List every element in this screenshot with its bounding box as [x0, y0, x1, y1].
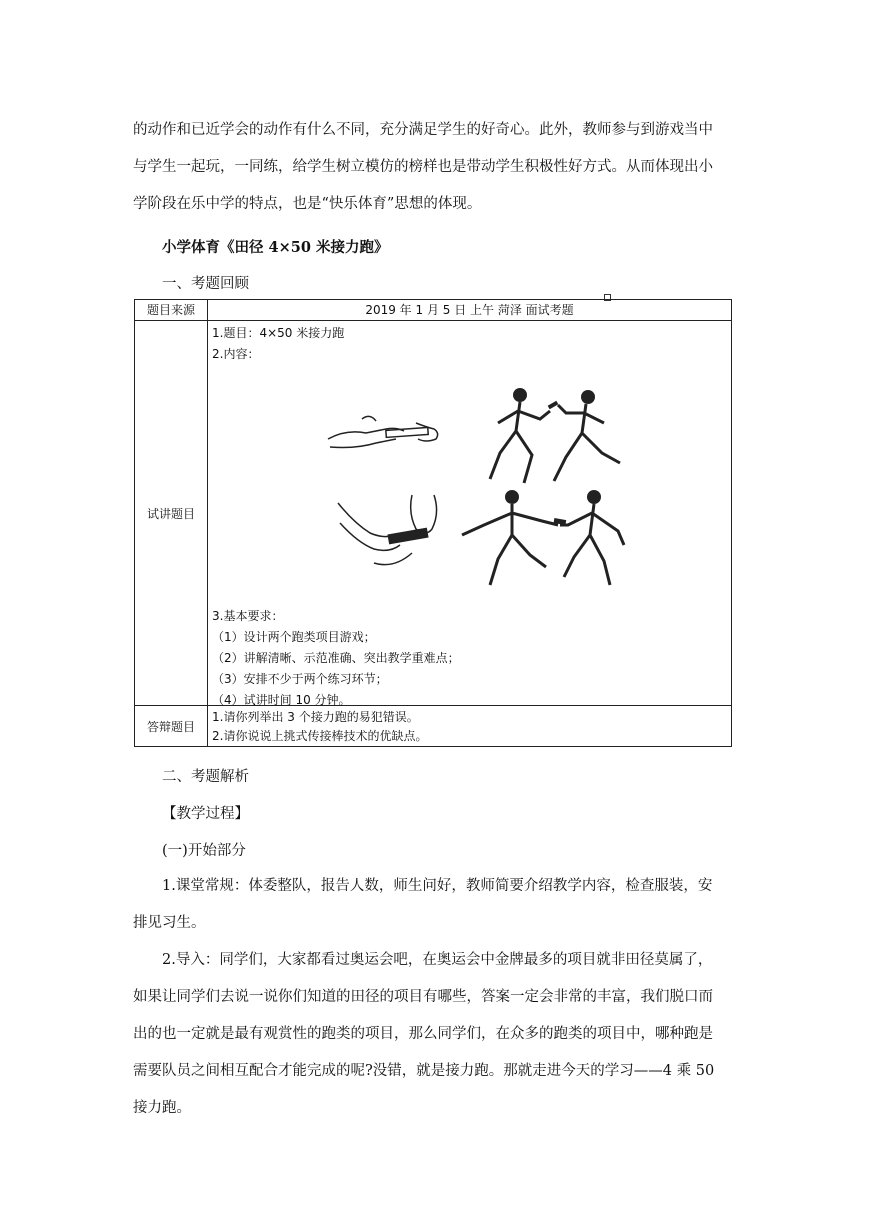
text-line: 排见习生。 — [133, 915, 206, 931]
source-value: 2019 年 1 月 5 日 上午 菏泽 面试考题 — [208, 300, 732, 321]
lesson-title: 小学体育《田径 4×50 米接力跑》 — [162, 239, 389, 256]
text-line: 需要队员之间相互配合才能完成的呢?没错，就是接力跑。那就走进今天的学习——4 乘 50 — [133, 1063, 715, 1079]
defense-content — [208, 706, 732, 747]
content-label: 2.内容： — [212, 347, 260, 361]
teaching-process-heading: 【教学过程】 — [162, 806, 249, 822]
text-line: 如果让同学们去说一说你们知道的田径的项目有哪些，答案一定会非常的丰富，我们脱口而 — [133, 989, 713, 1005]
requirement-item: （2）讲解清晰、示范准确、突出教学重难点； — [212, 651, 460, 665]
topic-line: 1.题目：4×50 米接力跑 — [212, 326, 345, 340]
runners-illustration-top — [470, 383, 640, 493]
intro-paragraph — [133, 112, 738, 223]
requirements-title: 3.基本要求： — [212, 609, 284, 623]
source-label: 题目来源 — [135, 300, 208, 321]
text-line: 接力跑。 — [133, 1100, 191, 1116]
section-heading-review: 一、考题回顾 — [162, 276, 249, 292]
exam-table — [134, 299, 732, 747]
hand-pass-illustration-bottom — [334, 493, 444, 573]
lecture-content — [208, 321, 732, 706]
text-line: 出的也一定就是最有观赏性的跑类的项目，那么同学们，在众多的跑类的项目中，哪种跑是 — [133, 1026, 713, 1042]
lecture-label: 试讲题目 — [135, 321, 208, 706]
requirement-item: （1）设计两个跑类项目游戏； — [212, 630, 376, 644]
text-line: 的动作和已近学会的动作有什么不同，充分满足学生的好奇心。此外，教师参与到游戏当中 — [133, 122, 713, 138]
text-line: 1.课堂常规：体委整队，报告人数，师生问好，教师简要介绍教学内容，检查服装，安 — [162, 878, 713, 894]
runners-illustration-bottom — [454, 485, 654, 605]
defense-item: 1.请你列举出 3 个接力跑的易犯错误。 — [212, 710, 419, 724]
defense-label: 答辩题目 — [135, 706, 208, 747]
text-line: 学阶段在乐中学的特点，也是“快乐体育”思想的体现。 — [133, 196, 482, 212]
part-start-heading: (一)开始部分 — [162, 843, 246, 859]
requirement-item: （3）安排不少于两个练习环节； — [212, 672, 388, 686]
defense-item: 2.请你说说上挑式传接棒技术的优缺点。 — [212, 729, 428, 743]
text-line: 与学生一起玩，一同练，给学生树立模仿的榜样也是带动学生积极性好方式。从而体现出小 — [133, 159, 713, 175]
text-line: 2.导入：同学们，大家都看过奥运会吧，在奥运会中金牌最多的项目就非田径莫属了， — [162, 952, 713, 968]
requirement-item: （4）试讲时间 10 分钟。 — [212, 693, 351, 707]
item-introduction — [133, 942, 738, 1127]
item-classroom-routine — [133, 868, 738, 942]
hand-pass-illustration-top — [326, 399, 446, 459]
section-heading-analysis: 二、考题解析 — [162, 769, 249, 785]
